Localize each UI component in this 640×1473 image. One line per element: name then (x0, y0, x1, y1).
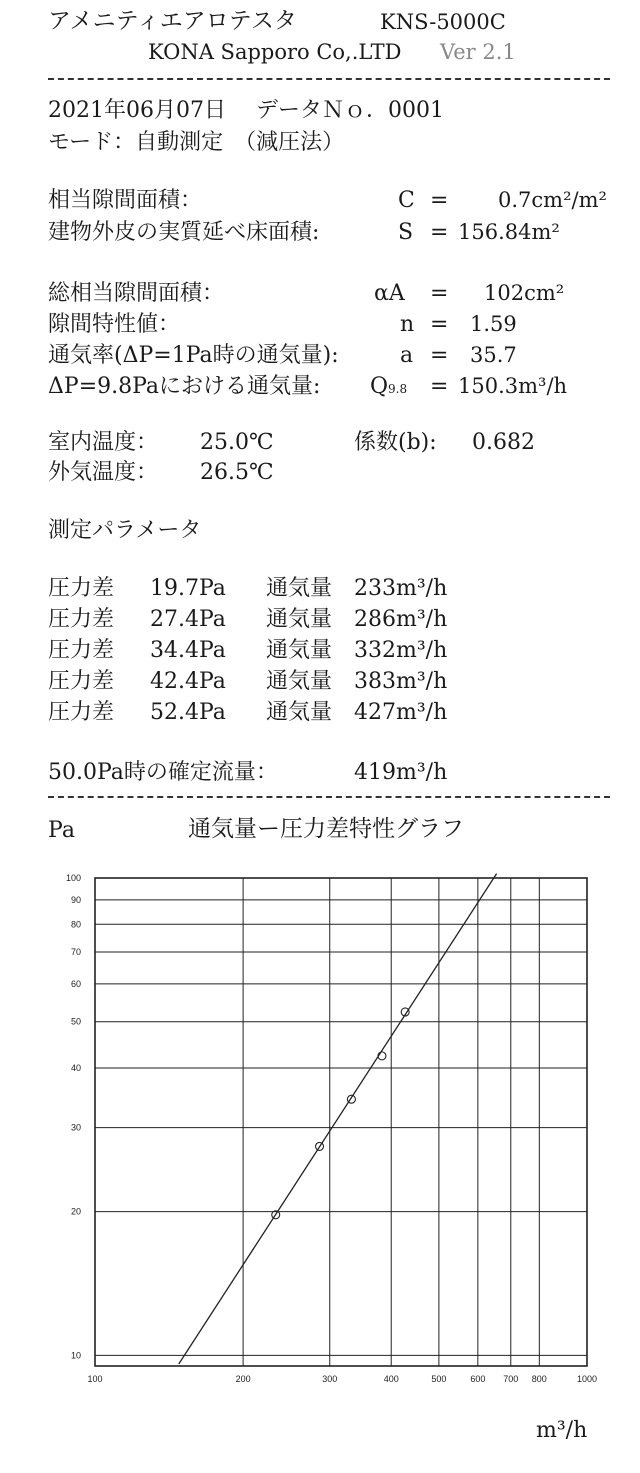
model-number: KNS-5000C (380, 10, 506, 34)
x-tick-label: 800 (531, 1374, 547, 1384)
param-pressure-value: 27.4Pa (150, 607, 226, 632)
indoor-temp-label: 室内温度： (48, 430, 159, 455)
y-tick-label: 80 (70, 919, 81, 930)
param-flow-label: 通気量 (266, 669, 333, 694)
param-pressure-value: 42.4Pa (150, 669, 226, 694)
c-eq: = (430, 188, 449, 213)
param-flow-value: 383m³/h (354, 669, 448, 694)
s-value: 156.84m² (458, 220, 560, 244)
y-tick-label: 20 (70, 1206, 81, 1217)
param-pressure-value: 52.4Pa (150, 700, 226, 725)
s-symbol: S (398, 220, 414, 245)
a-eq: = (430, 343, 449, 368)
param-pressure-label: 圧力差 (48, 700, 115, 725)
param-pressure-label: 圧力差 (48, 576, 115, 601)
y-tick-label: 40 (70, 1062, 81, 1073)
param-flow-value: 332m³/h (354, 638, 448, 663)
divider (48, 796, 610, 798)
final-flow-value: 419m³/h (354, 760, 448, 785)
y-tick-label: 10 (70, 1350, 81, 1361)
param-flow-value: 427m³/h (354, 700, 448, 725)
param-flow-label: 通気量 (266, 576, 333, 601)
c-symbol: C (398, 188, 415, 213)
final-flow-label: 50.0Pa時の確定流量： (48, 760, 278, 785)
n-eq: = (430, 312, 449, 337)
n-label: 隙間特性値： (48, 312, 181, 337)
param-flow-value: 286m³/h (354, 607, 448, 632)
graph-title: 通気量ー圧力差特性グラフ (188, 816, 464, 842)
y-tick-label: 90 (70, 894, 81, 905)
x-tick-label: 200 (235, 1374, 251, 1384)
plot-frame (95, 878, 587, 1366)
record-date: 2021年06月07日 (48, 98, 226, 123)
s-label: 建物外皮の実質延べ床面積: (48, 220, 320, 245)
measure-mode: モード：自動測定 （減圧法） (48, 130, 345, 155)
aa-label: 総相当隙間面積： (48, 281, 225, 306)
x-tick-label: 300 (322, 1374, 338, 1384)
y-tick-label: 100 (65, 873, 81, 883)
n-value: 1.59 (470, 312, 517, 336)
outdoor-temp-label: 外気温度： (48, 460, 159, 485)
x-tick-label: 100 (87, 1374, 103, 1384)
x-tick-label: 400 (383, 1374, 399, 1384)
param-flow-label: 通気量 (266, 700, 333, 725)
q-value: 150.3m³/h (458, 374, 568, 398)
device-name: アメニティエアロテスタ (48, 8, 297, 34)
x-tick-label: 1000 (576, 1374, 598, 1384)
q-subscript: 9.8 (388, 382, 408, 396)
aa-value: 102cm² (484, 281, 565, 305)
c-value: 0.7cm²/m² (498, 188, 607, 212)
a-value: 35.7 (470, 343, 517, 367)
coef-value: 0.682 (472, 430, 535, 455)
param-flow-label: 通気量 (266, 607, 333, 632)
param-pressure-label: 圧力差 (48, 607, 115, 632)
n-symbol: n (400, 312, 415, 337)
aa-eq: = (430, 281, 449, 306)
graph-y-unit: Pa (48, 818, 75, 843)
params-title: 測定パラメータ (48, 518, 202, 543)
q-symbol-group (370, 376, 407, 398)
coef-label: 係数(b): (354, 430, 437, 455)
param-pressure-label: 圧力差 (48, 638, 115, 663)
x-tick-label: 600 (470, 1374, 486, 1384)
param-flow-label: 通気量 (266, 638, 333, 663)
y-tick-label: 60 (70, 978, 81, 989)
s-eq: = (430, 220, 449, 245)
param-pressure-label: 圧力差 (48, 669, 115, 694)
y-tick-label: 30 (70, 1122, 81, 1133)
divider (48, 78, 610, 80)
param-pressure-value: 19.7Pa (150, 576, 226, 601)
fit-line (179, 874, 497, 1364)
x-tick-label: 700 (503, 1374, 519, 1384)
indoor-temp-value: 25.0℃ (200, 430, 274, 455)
graph-x-unit: m³/h (536, 1418, 588, 1443)
aa-symbol: αA (374, 281, 405, 306)
data-number: データＮｏ．0001 (256, 98, 444, 123)
param-pressure-value: 34.4Pa (150, 638, 226, 663)
pressure-flow-chart (0, 860, 640, 1420)
company-name: KONA Sapporo Co,.LTD (148, 40, 402, 64)
outdoor-temp-value: 26.5℃ (200, 460, 274, 485)
version-label: Ver 2.1 (440, 40, 516, 64)
a-label: 通気率(ΔP=1Pa時の通気量): (48, 343, 339, 368)
c-label: 相当隙間面積： (48, 188, 203, 213)
y-tick-label: 70 (70, 946, 81, 957)
x-tick-label: 500 (431, 1374, 447, 1384)
a-symbol: a (400, 343, 414, 368)
q-label: ΔP=9.8Paにおける通気量: (48, 374, 321, 399)
q-eq: = (430, 374, 449, 399)
param-flow-value: 233m³/h (354, 576, 448, 601)
y-tick-label: 50 (70, 1016, 81, 1027)
q-symbol: Q (370, 374, 389, 399)
data-point (347, 1095, 355, 1103)
